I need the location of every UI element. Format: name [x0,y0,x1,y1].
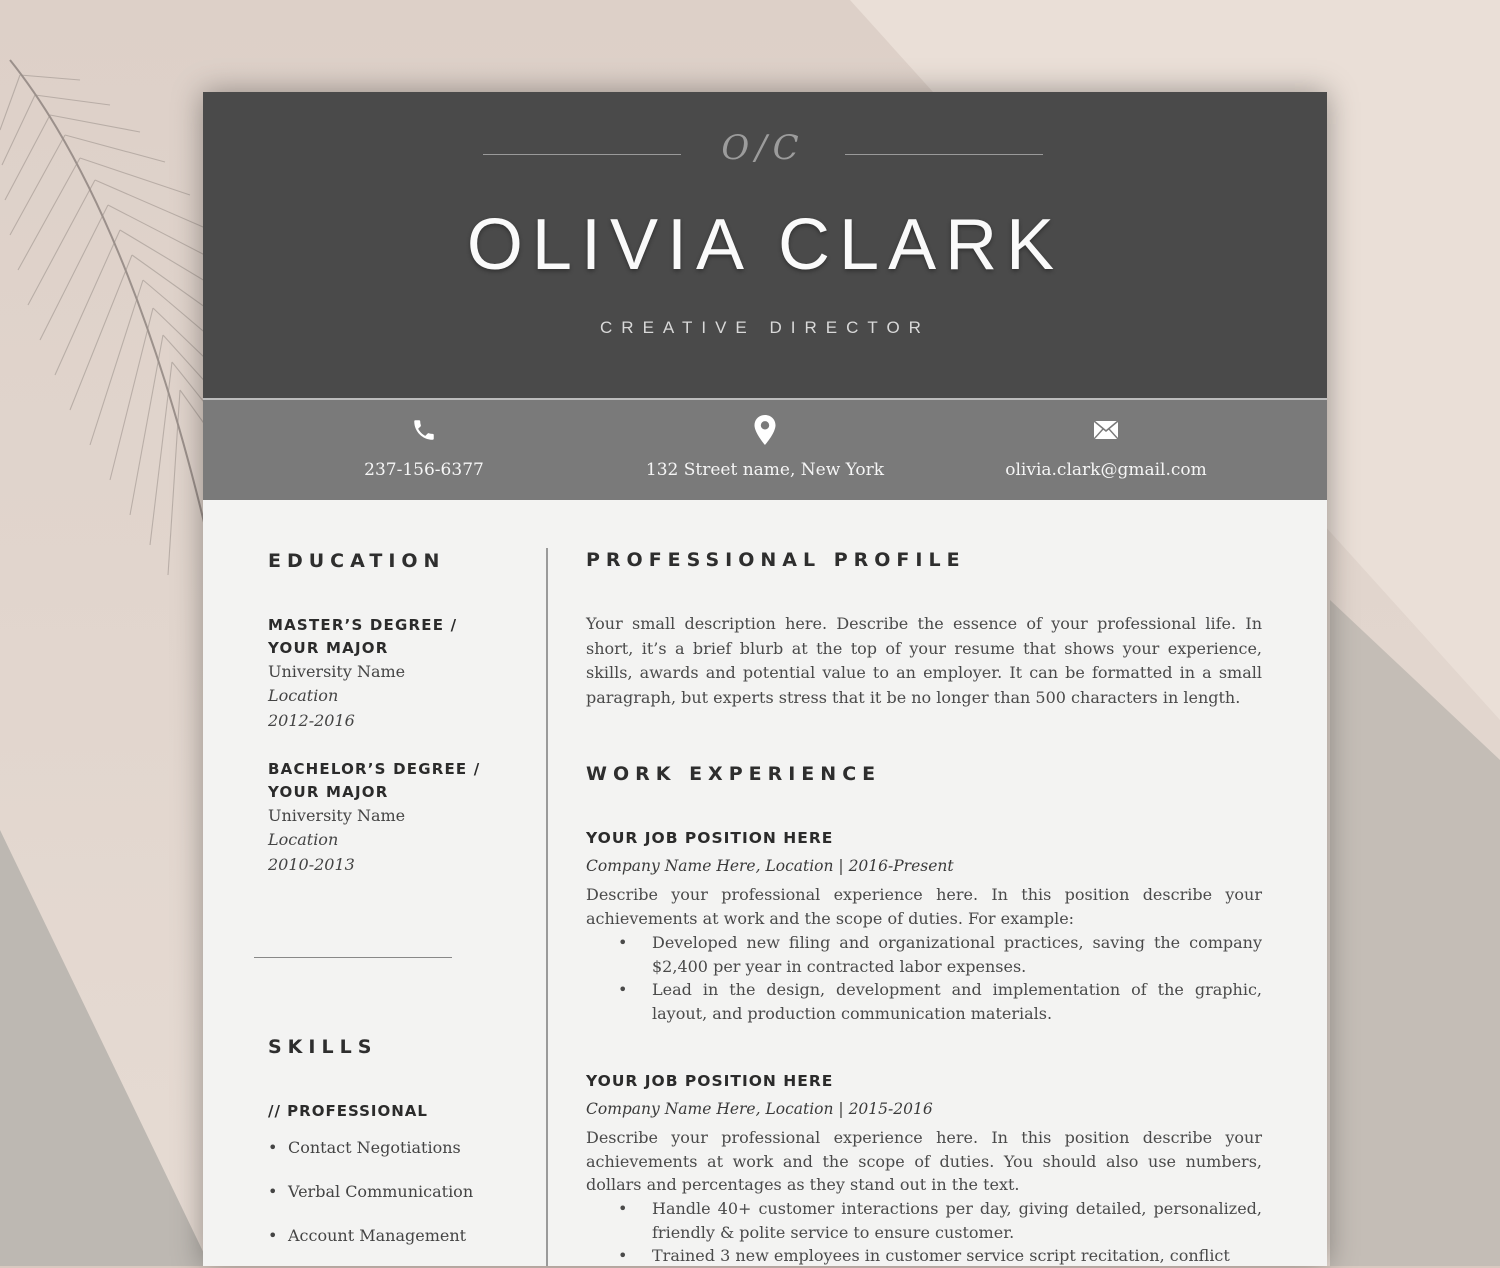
job-position: YOUR JOB POSITION HERE [586,829,834,847]
skill-item: • Contact Negotiations [268,1138,461,1157]
job-company: Company Name Here, Location | 2016-Present [586,857,954,875]
degree-line: BACHELOR’S DEGREE / [268,760,481,778]
skills-heading: SKILLS [268,1036,378,1058]
resume-header [203,92,1327,400]
mail-icon [1093,420,1119,440]
skill-item: • Verbal Communication [268,1182,474,1201]
university-name: University Name [268,662,406,681]
location-pin-icon [753,415,777,445]
job-company: Company Name Here, Location | 2015-2016 [586,1100,933,1118]
profile-text: Your small description here. Describe the essence of your professional life. In short, it’s a brief blurb at the top of your resume that shows your experience, skills, awards and potential value to an employer. It can be formatted in a small paragraph, but experts stress that it be no longer than 500 characters in length. [586,614,1262,707]
education-years: 2010-2013 [268,855,355,874]
column-divider [546,548,548,1266]
monogram-rule-right [845,154,1043,155]
job-bullet: • Trained 3 new employees in customer service script recitation, conflict [618,1246,1230,1265]
phone-number: 237-156-6377 [364,460,484,480]
contact-phone [274,414,574,480]
contact-address [615,414,915,480]
monogram: O/C [721,128,805,168]
job-title: CREATIVE DIRECTOR [600,318,930,337]
resume-sheet [203,92,1327,1266]
profile-heading: PROFESSIONAL PROFILE [586,549,966,571]
address-text: 132 Street name, New York [645,460,885,480]
job-position: YOUR JOB POSITION HERE [586,1072,834,1090]
university-name: University Name [268,806,406,825]
job-bullet: • Lead in the design, development and implementation of the graphic, layout, and production communication materials. [618,980,1262,1023]
degree-major: YOUR MAJOR [268,783,389,801]
education-location: Location [268,686,339,705]
education-location: Location [268,830,339,849]
skills-subheading: // PROFESSIONAL [268,1102,428,1120]
contact-bar [203,400,1327,500]
monogram-rule-left [483,154,681,155]
email-text: olivia.clark@gmail.com [1005,460,1207,480]
job-description: Describe your professional experience here. In this position describe your achievements at work and the scope of duties. For example: [586,885,1262,928]
job-bullet: • Handle 40+ customer interactions per day, giving detailed, personalized, friendly & polite service to ensure customer. [618,1199,1262,1242]
experience-heading: WORK EXPERIENCE [586,763,882,785]
section-rule [254,957,452,958]
education-years: 2012-2016 [268,711,355,730]
degree-major: YOUR MAJOR [268,639,389,657]
skill-item: • Account Management [268,1226,467,1245]
degree-line: MASTER’S DEGREE / [268,616,458,634]
contact-email [956,414,1256,480]
person-name: OLIVIA CLARK [466,205,1064,285]
phone-icon [411,417,437,443]
job-description: Describe your professional experience here. In this position describe your achievements at work and the scope of duties. You should also use numbers, dollars and percentages as they stand out in the text. [586,1128,1262,1194]
job-bullet: • Developed new filing and organizational practices, saving the company $2,400 per year in contracted labor expenses. [618,933,1262,976]
education-heading: EDUCATION [268,550,446,572]
